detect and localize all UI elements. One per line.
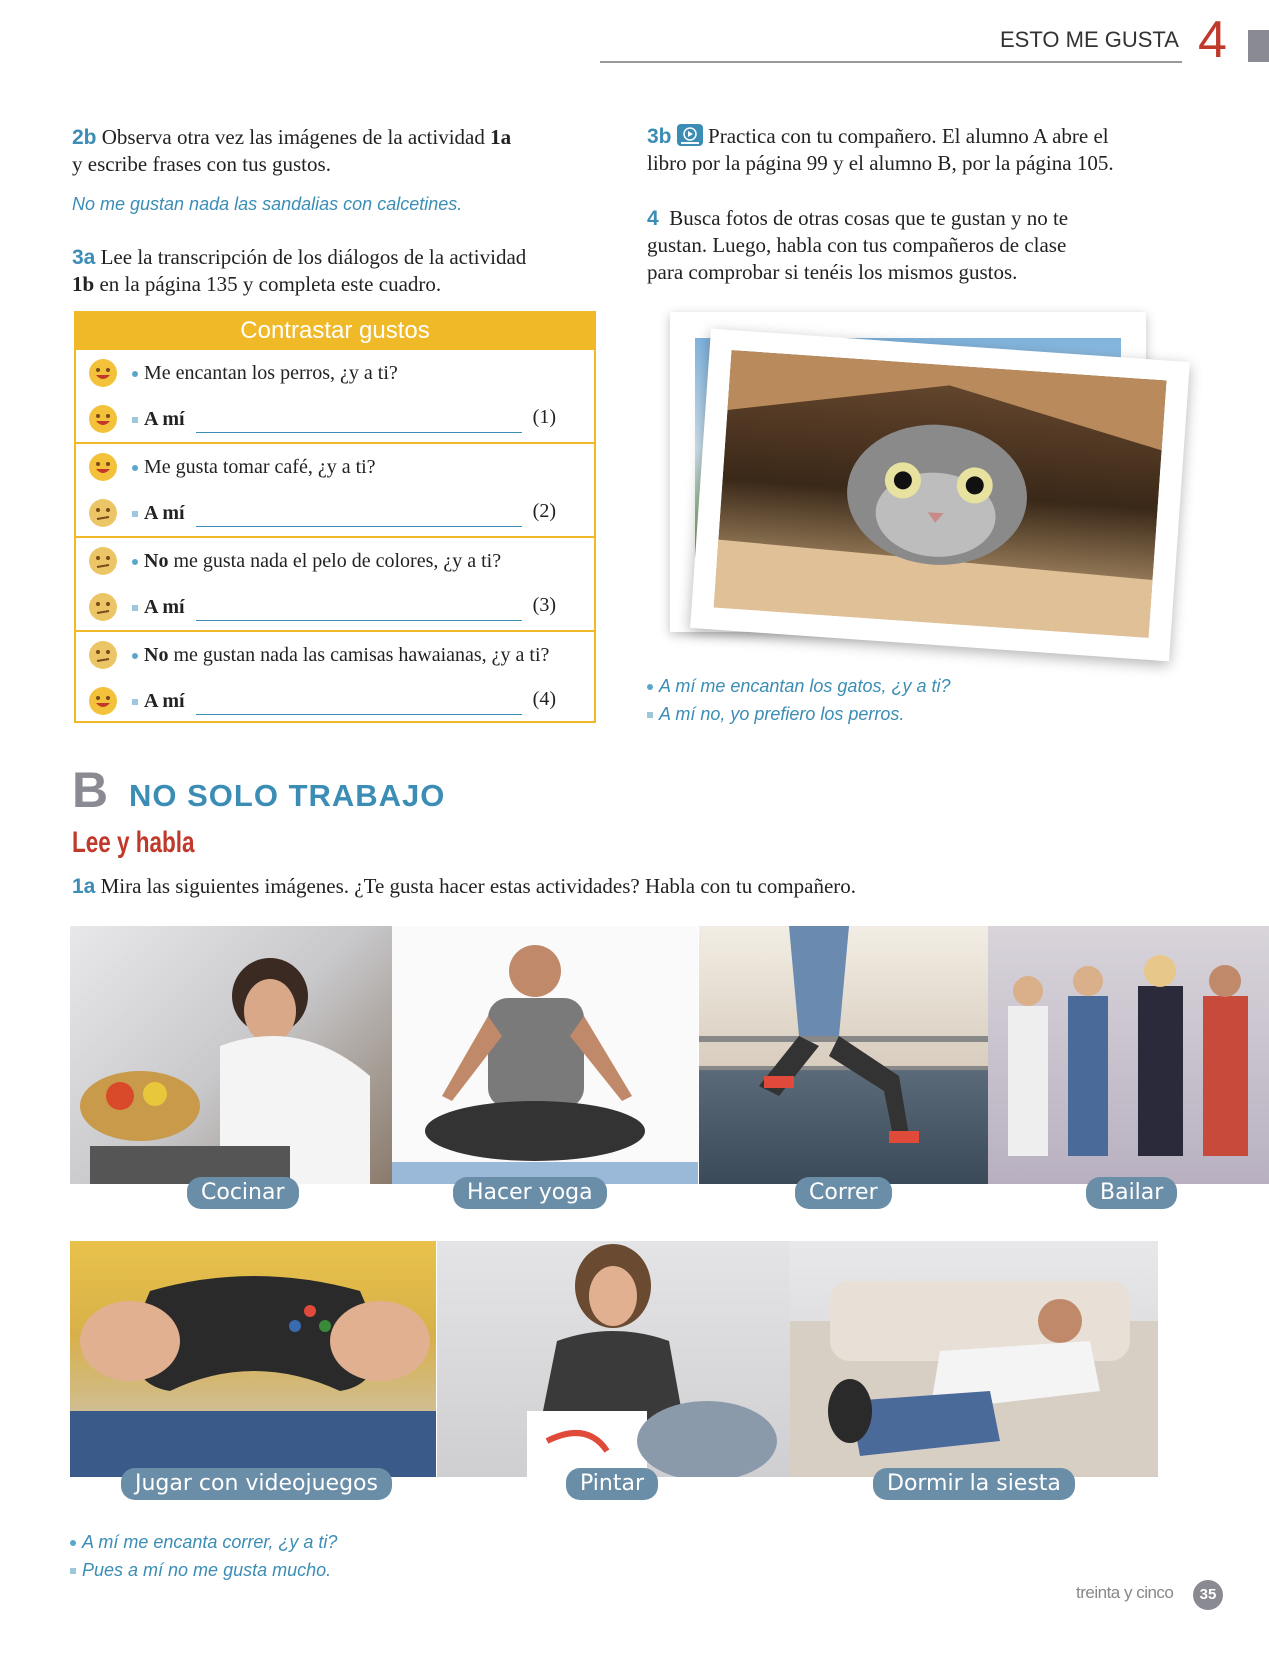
cat-polaroid xyxy=(690,329,1190,662)
label-bailar: Bailar xyxy=(1086,1177,1177,1209)
header-tab xyxy=(1248,30,1269,62)
photo-correr xyxy=(699,926,988,1184)
section-title: NO SOLO TRABAJO xyxy=(129,778,446,813)
label-pintar: Pintar xyxy=(566,1468,658,1500)
cat-examples: A mí me encantan los gatos, ¿y a ti? A mí no, yo prefiero los perros. xyxy=(647,672,950,728)
table-row: Me encantan los perros, ¿y a ti? xyxy=(76,350,594,396)
unhappy-face-icon xyxy=(88,640,118,670)
photo-hacer-yoga xyxy=(392,926,698,1184)
label-cocinar: Cocinar xyxy=(187,1177,299,1209)
label-dormir: Dormir la siesta xyxy=(873,1468,1075,1500)
section-letter: B xyxy=(72,762,109,818)
label-hacer-yoga: Hacer yoga xyxy=(453,1177,607,1209)
exercise-3b: 3b Practica con tu compañero. El alumno A abre el libro por la página 99 y el alumno B, por la página 105. xyxy=(647,124,1114,175)
table-row: A mí (1) xyxy=(76,396,594,442)
unhappy-face-icon xyxy=(88,592,118,622)
answer-blank-2[interactable] xyxy=(196,526,522,527)
table-row: A mí (4) xyxy=(76,678,594,724)
happy-face-icon xyxy=(88,452,118,482)
exercise-2b: 2b Observa otra vez las imágenes de la actividad 1a y escribe frases con tus gustos. xyxy=(72,125,512,176)
table-row: No me gustan nada las camisas hawaianas, ¿y a ti? xyxy=(76,632,594,678)
section-subtitle: Lee y habla xyxy=(72,826,195,859)
exercise-4: 4 Busca fotos de otras cosas que te gustan y no te gustan. Luego, habla con tus compañeros de clase para comprobar si tenéis los mismos gustos. xyxy=(647,206,1069,284)
label-correr: Correr xyxy=(795,1177,892,1209)
photo-dormir xyxy=(790,1241,1158,1477)
table-group-1 xyxy=(76,348,594,442)
happy-face-icon xyxy=(88,358,118,388)
answer-blank-4[interactable] xyxy=(196,714,522,715)
unhappy-face-icon xyxy=(88,546,118,576)
table-row: A mí (2) xyxy=(76,490,594,536)
header-rule xyxy=(600,61,1182,63)
photo-bailar xyxy=(988,926,1269,1184)
table-row: No me gusta nada el pelo de colores, ¿y a ti? xyxy=(76,538,594,584)
cat-photo xyxy=(714,350,1167,638)
answer-blank-1[interactable] xyxy=(196,432,522,433)
table-group-4 xyxy=(76,630,594,724)
table-row: A mí (3) xyxy=(76,584,594,630)
table-group-2 xyxy=(76,442,594,536)
unit-number: 4 xyxy=(1198,11,1227,69)
running-header: ESTO ME GUSTA xyxy=(1000,27,1179,52)
table-group-3 xyxy=(76,536,594,630)
label-videojuegos: Jugar con videojuegos xyxy=(121,1468,392,1500)
example-2b: No me gustan nada las sandalias con calcetines. xyxy=(72,194,463,214)
photo-cocinar xyxy=(70,926,392,1184)
photo-videojuegos xyxy=(70,1241,436,1477)
bottom-examples: A mí me encanta correr, ¿y a ti? Pues a mí no me gusta mucho. xyxy=(70,1528,337,1584)
page-words: treinta y cinco xyxy=(1076,1583,1174,1602)
exercise-3a: 3a Lee la transcripción de los diálogos de la actividad 1b en la página 135 y completa este cuadro. xyxy=(72,245,527,296)
exercise-1a: 1a Mira las siguientes imágenes. ¿Te gusta hacer estas actividades? Habla con tu compañero. xyxy=(72,874,857,898)
video-icon xyxy=(677,124,703,146)
photo-pintar xyxy=(437,1241,790,1477)
happy-face-icon xyxy=(88,404,118,434)
happy-face-icon xyxy=(88,686,118,716)
answer-blank-3[interactable] xyxy=(196,620,522,621)
contrast-table xyxy=(74,311,596,723)
unhappy-face-icon xyxy=(88,498,118,528)
page-number: 35 xyxy=(1193,1580,1223,1610)
table-title: Contrastar gustos xyxy=(76,313,594,348)
table-row: Me gusta tomar café, ¿y a ti? xyxy=(76,444,594,490)
